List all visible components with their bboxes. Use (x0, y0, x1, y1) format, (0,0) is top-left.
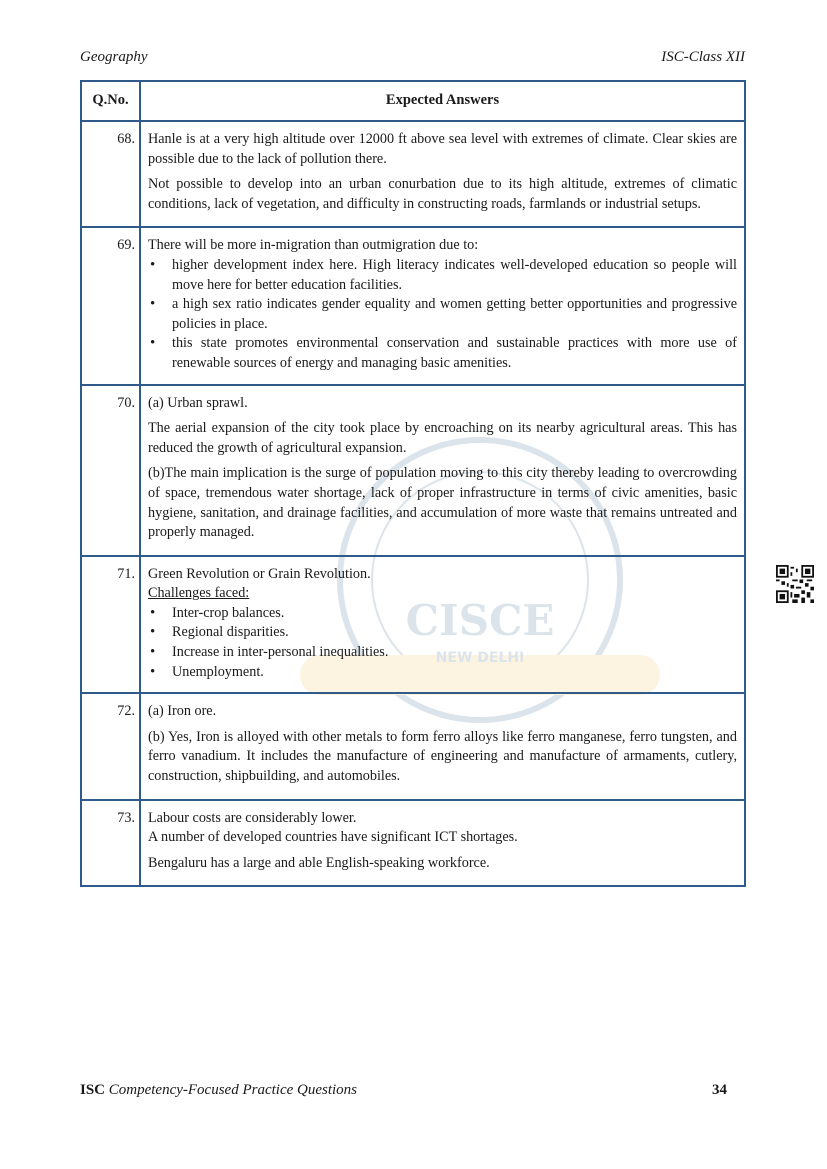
answer-cell (140, 121, 745, 227)
header-subject: Geography (80, 49, 148, 65)
answer-paragraph: (a) Iron ore. (148, 703, 217, 720)
table-row (81, 693, 745, 799)
table-row (81, 800, 745, 887)
footer-subtitle: Competency-Focused Practice Questions (108, 1082, 358, 1098)
answer-cell (140, 556, 745, 694)
question-number: 70. (81, 385, 140, 556)
answer-line: Labour costs are considerably lower. (148, 809, 357, 826)
answer-intro: There will be more in-migration than outmigration due to: (148, 237, 479, 254)
answer-paragraph: (b)The main implication is the surge of population moving to this city thereby leading to overcrowding of space, tremendous water shortage, lack of proper infrastructure in terms of civic amenities, basic hygiene, sanitation, and drainage facilities, and accumulation of more waste that remains untreated and properly managed. (148, 465, 737, 541)
answer-paragraph: Bengaluru has a large and able English-speaking workforce. (148, 854, 490, 871)
bullet-item: • Increase in inter-personal inequalities. (172, 643, 737, 663)
page-number: 34 (712, 1082, 727, 1098)
table-header-row (81, 81, 745, 121)
answer-line: A number of developed countries have significant ICT shortages. (148, 829, 518, 846)
question-number: 71. (81, 556, 140, 694)
answer-bullet-list (148, 604, 737, 682)
qno-column-header: Q.No. (81, 81, 140, 121)
bullet-item: • Regional disparities. (172, 623, 737, 643)
answer-paragraph: Hanle is at a very high altitude over 12000 ft above sea level with extremes of climate. Clear skies are possible due to the lack of pollution there. (148, 131, 737, 167)
table-row (81, 385, 745, 556)
table-row (81, 556, 745, 694)
answer-cell (140, 385, 745, 556)
table-row (81, 227, 745, 384)
answer-cell (140, 800, 745, 887)
answer-subheading: Challenges faced: (148, 585, 250, 602)
answer-bullet-list (148, 256, 737, 374)
question-number: 68. (81, 121, 140, 227)
bullet-item: • a high sex ratio indicates gender equality and women getting better opportunities and progressive policies in place. (172, 295, 737, 334)
answer-intro: Green Revolution or Grain Revolution. (148, 565, 371, 582)
answer-cell (140, 693, 745, 799)
answers-table (80, 80, 746, 887)
footer-title (80, 1082, 357, 1099)
answer-paragraph: Not possible to develop into an urban conurbation due to its high altitude, extremes of climatic conditions, lack of vegetation, and difficulty in constructing roads, farmlands or industrial setups. (148, 176, 737, 212)
bullet-item: • higher development index here. High literacy indicates well-developed education so people will move here for better education facilities. (172, 256, 737, 295)
answers-column-header: Expected Answers (140, 81, 745, 121)
question-number: 72. (81, 693, 140, 799)
bullet-item: • this state promotes environmental conservation and sustainable practices with more use of renewable sources of energy and managing basic amenities. (172, 334, 737, 373)
footer-brand: ISC (80, 1082, 106, 1098)
watermark-subtext: NEW DELHI (435, 650, 525, 666)
bullet-item: • Inter-crop balances. (172, 604, 737, 624)
table-row (81, 121, 745, 227)
header-class: ISC-Class XII (661, 49, 745, 65)
watermark-text: CISCE (405, 596, 555, 645)
question-number: 73. (81, 800, 140, 887)
answer-paragraph: (b) Yes, Iron is alloyed with other metals to form ferro alloys like ferro manganese, ferro tungsten, and ferro vanadium. It includes the manufacture of engineering and manufacture of armaments, cutlery, construction, shipbuilding, and automobiles. (148, 728, 737, 785)
question-number: 69. (81, 227, 140, 384)
answer-cell (140, 227, 745, 384)
qr-code-icon[interactable] (776, 565, 814, 603)
bullet-item: • Unemployment. (172, 663, 737, 683)
answer-paragraph: The aerial expansion of the city took place by encroaching on its nearby agricultural areas. This has reduced the growth of agricultural expansion. (148, 420, 737, 456)
answer-paragraph: (a) Urban sprawl. (148, 394, 248, 411)
